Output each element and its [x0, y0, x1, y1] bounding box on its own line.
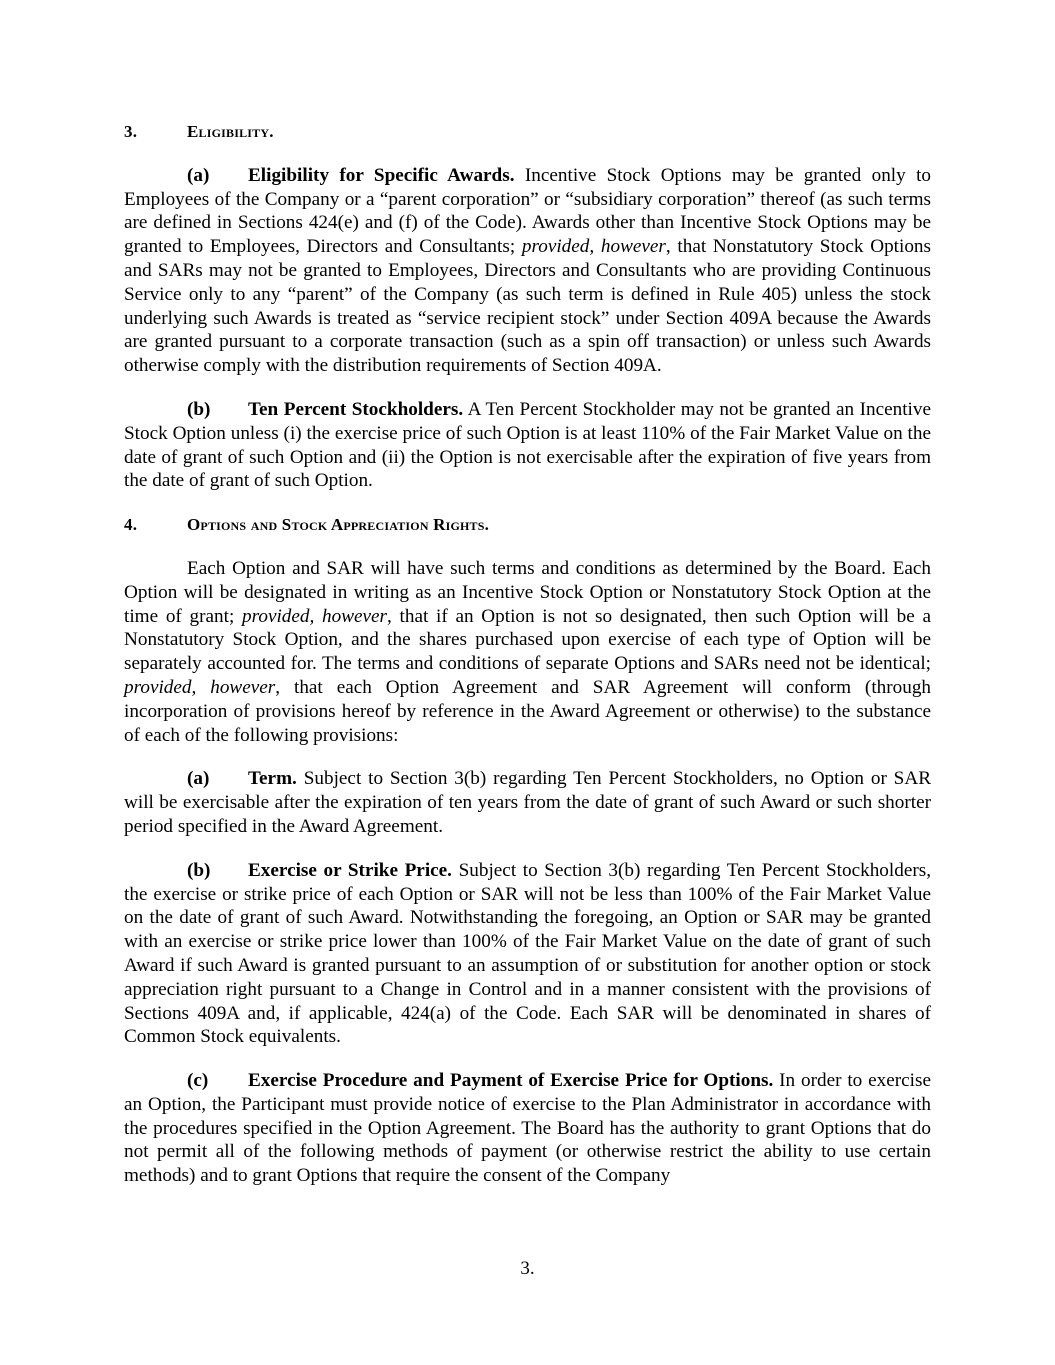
section-4a-paragraph: [124, 767, 931, 838]
paragraph-text: , that Nonstatutory Stock Options and SARs may not be granted to Employees, Directors and Consultants who are providing Continuous Service only to any “parent” of the Company (as such term is defined in Rule 405) unless the stock underlying such Awards is treated as “service recipient stock” under Section 409A because the Awards are granted pursuant to a corporate transaction (such as a spin off transaction) or unless such Awards otherwise comply with the distribution requirements of Section 409A.: [124, 236, 931, 377]
section-4b-paragraph: [124, 859, 931, 1049]
paragraph-text: In order to exercise an Option, the Participant must provide notice of exercise to the Plan Administrator in accordance with the procedures specified in the Option Agreement. The Board has the authority to grant Options that do not permit all of the following methods of payment (or otherwise restrict the ability to use certain methods) and to grant Options that require the consent of the Company: [124, 1070, 931, 1187]
subsection-label: (b): [187, 398, 211, 420]
paragraph-text: , that if an Option is not so designated, then such Option will be a Nonstatutory Stock Option, and the shares purchased upon exercise of each type of Option will be separately accounted for. The terms and conditions of separate Options and SARs need not be identical;: [124, 605, 931, 675]
section-3b-paragraph: [124, 398, 931, 493]
subsection-label: (a): [187, 164, 210, 186]
subsection-title: Term.: [248, 768, 297, 790]
italic-proviso: provided, however: [124, 676, 276, 698]
paragraph-text: Each Option and SAR will have such terms and conditions as determined by the Board. Each Option will be designated in writing as an Incentive Stock Option or Nonstatutory Stock Option at the time of grant;: [124, 557, 931, 627]
paragraph-text: , that each Option Agreement and SAR Agreement will conform (through incorporation of provisions hereof by reference in the Award Agreement or otherwise) to the substance of each of the following provisions:: [124, 676, 932, 746]
subsection-label: (c): [187, 1070, 209, 1092]
italic-proviso: provided, however: [242, 605, 388, 627]
subsection-label: (a): [187, 768, 210, 790]
section-number: 4.: [124, 515, 138, 535]
subsection-title: Exercise Procedure and Payment of Exercise Price for Options.: [248, 1070, 774, 1092]
section-title: Options and Stock Appreciation Rights.: [187, 515, 490, 535]
section-3-heading: [124, 120, 931, 144]
paragraph-text: Incentive Stock Options may be granted only to Employees of the Company or a “parent corporation” or “subsidiary corporation” thereof (as such terms are defined in Sections 424(e) and (f) of the Code). Awards other than Incentive Stock Options may be granted to Employees, Directors and Consultants;: [124, 164, 932, 258]
subsection-title: Eligibility for Specific Awards.: [248, 164, 515, 186]
section-number: 3.: [124, 122, 138, 141]
section-4c-paragraph: [124, 1069, 931, 1188]
page-number: 3.: [520, 1258, 535, 1279]
subsection-title: Ten Percent Stockholders.: [248, 398, 464, 420]
document-page: [124, 120, 931, 1208]
section-3a-paragraph: [124, 164, 931, 378]
section-title: Eligibility.: [187, 122, 274, 141]
section-4-heading: [124, 513, 931, 537]
paragraph-text: A Ten Percent Stockholder may not be granted an Incentive Stock Option unless (i) the exercise price of such Option is at least 110% of the Fair Market Value on the date of grant of such Option and (ii) the Option is not exercisable after the expiration of five years from the date of grant of such Option.: [124, 398, 931, 492]
italic-proviso: provided, however: [521, 236, 666, 258]
subsection-title: Exercise or Strike Price.: [248, 859, 452, 881]
paragraph-text: Subject to Section 3(b) regarding Ten Percent Stockholders, the exercise or strike price of each Option or SAR will not be less than 100% of the Fair Market Value on the date of grant of such Award. Notwithstanding the foregoing, an Option or SAR may be granted with an exercise or strike price lower than 100% of the Fair Market Value on the date of grant of such Award if such Award is granted pursuant to an assumption of or substitution for another option or stock appreciation right pursuant to a Change in Control and in a manner consistent with the provisions of Sections 409A and, if applicable, 424(a) of the Code. Each SAR will be denominated in shares of Common Stock equivalents.: [124, 859, 932, 1048]
paragraph-text: Subject to Section 3(b) regarding Ten Percent Stockholders, no Option or SAR will be exercisable after the expiration of ten years from the date of grant of such Award or such shorter period specified in the Award Agreement.: [124, 768, 932, 837]
subsection-label: (b): [187, 859, 211, 881]
section-4-intro-paragraph: [124, 557, 931, 747]
